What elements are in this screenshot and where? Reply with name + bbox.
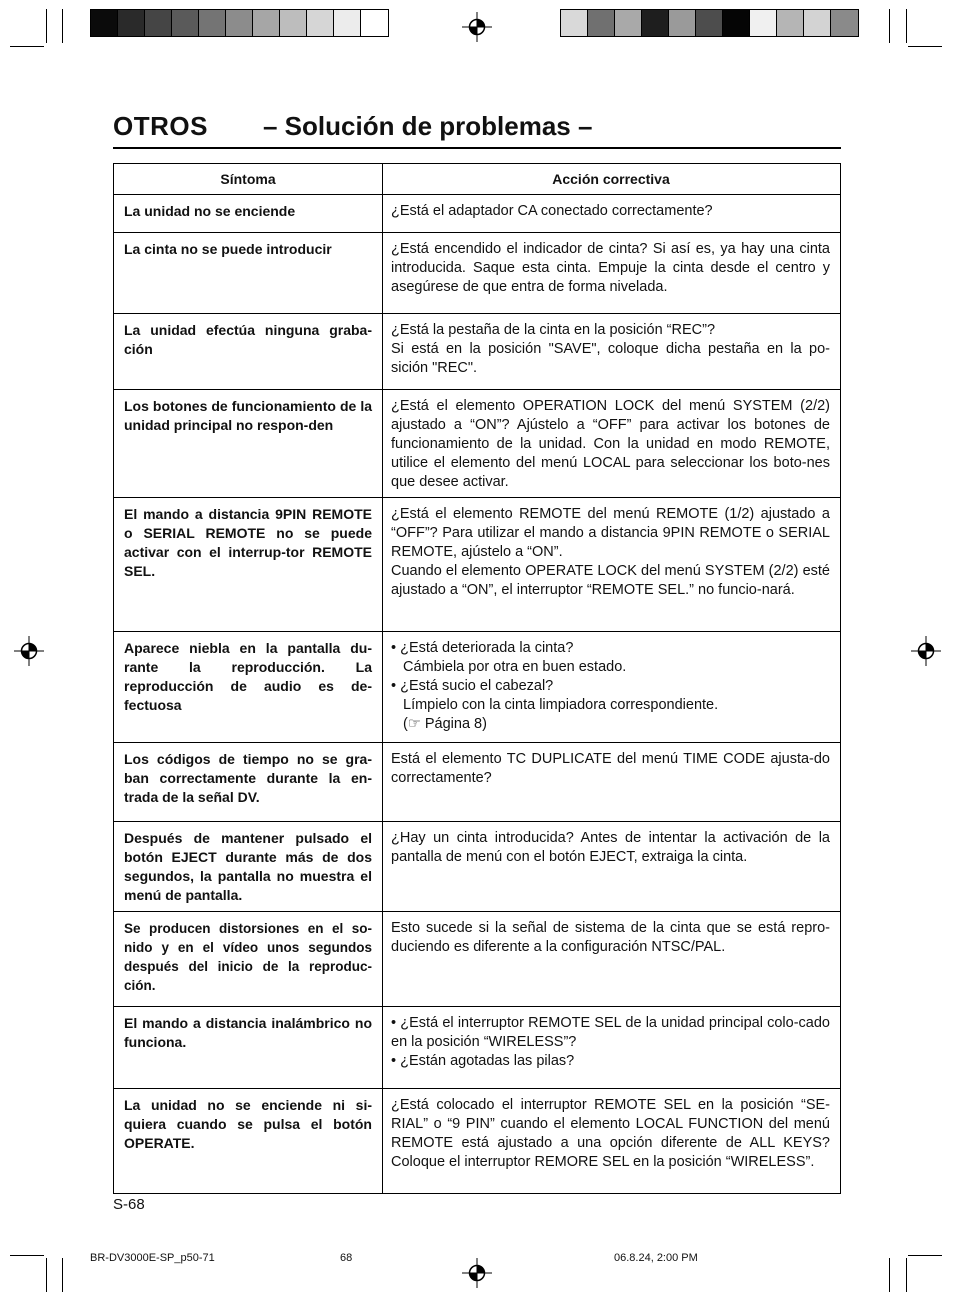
color-swatch — [253, 10, 280, 36]
color-swatch — [334, 10, 361, 36]
action-line: Cámbiela por otra en buen estado. — [403, 659, 627, 675]
action-cell — [383, 1089, 839, 1193]
crop-mark — [62, 1258, 63, 1292]
table-row — [114, 632, 840, 743]
page-number: S-68 — [113, 1196, 145, 1213]
table-row — [114, 498, 840, 632]
crop-mark — [889, 1258, 890, 1292]
registration-mark-icon — [911, 636, 941, 666]
action-line: Cuando el elemento OPERATE LOCK del menú SYSTEM (2/2) esté ajustado a “ON”, el interruptor “REMOTE SEL.” no funcio-nará. — [391, 563, 830, 598]
color-swatch — [307, 10, 334, 36]
color-swatch — [669, 10, 696, 36]
table-body — [114, 195, 840, 1193]
action-line: Límpielo con la cinta limpiadora correspondiente. — [403, 697, 719, 713]
color-swatch — [642, 10, 669, 36]
crop-mark — [906, 1258, 907, 1292]
color-swatch — [696, 10, 723, 36]
action-cell — [383, 314, 839, 389]
action-cell — [383, 743, 839, 821]
action-cell — [383, 632, 839, 742]
symptom-cell: La unidad efectúa ninguna graba-ción — [114, 314, 383, 389]
action-line: • ¿Está deteriorada la cinta? — [391, 640, 574, 656]
page-title: – Solución de problemas – — [263, 111, 593, 141]
table-header — [114, 164, 840, 195]
color-swatch — [615, 10, 642, 36]
action-line: Esto sucede si la señal de sistema de la cinta que se está repro-duciendo es diferente a la configuración NTSC/PAL. — [391, 920, 830, 955]
color-swatch — [118, 10, 145, 36]
color-bar-left — [90, 9, 389, 37]
table-row — [114, 390, 840, 498]
registration-mark-icon — [462, 12, 492, 42]
registration-mark-icon — [14, 636, 44, 666]
symptom-cell: Después de mantener pulsado el botón EJECT durante más de dos segundos, la pantalla no muestra el menú de pantalla. — [114, 822, 383, 911]
table-row — [114, 1007, 840, 1089]
action-line: ¿Está la pestaña de la cinta en la posición “REC”? — [391, 322, 716, 338]
action-line: Está el elemento TC DUPLICATE del menú TIME CODE ajusta-do correctamente? — [391, 751, 830, 786]
table-row — [114, 1089, 840, 1193]
color-swatch — [172, 10, 199, 36]
crop-mark — [889, 9, 890, 43]
action-line: • ¿Está sucio el cabezal? — [391, 678, 554, 694]
color-swatch — [561, 10, 588, 36]
action-line: ¿Está el adaptador CA conectado correctamente? — [391, 203, 713, 219]
table-row — [114, 912, 840, 1007]
color-swatch — [588, 10, 615, 36]
action-line: ¿Está el elemento REMOTE del menú REMOTE (1/2) ajustado a “OFF”? Para utilizar el mando a distancia 9PIN REMOTE o SERIAL REMOTE, ajústelo a “ON”. — [391, 506, 830, 560]
crop-mark — [10, 1255, 44, 1256]
table-row — [114, 822, 840, 912]
action-line: ¿Está encendido el indicador de cinta? Si así es, ya hay una cinta introducida. Saque esta cinta. Empuje la cinta desde el centro y asegúrese de que entra de forma nivelada. — [391, 241, 830, 295]
crop-mark — [46, 9, 47, 43]
table-row — [114, 233, 840, 314]
action-cell — [383, 498, 839, 631]
table-row — [114, 314, 840, 390]
table-row — [114, 743, 840, 822]
symptom-cell: La cinta no se puede introducir — [114, 233, 383, 313]
troubleshooting-table — [113, 163, 841, 1194]
column-header-symptom: Síntoma — [114, 164, 383, 194]
symptom-cell: Los botones de funcionamiento de la unidad principal no respon-den — [114, 390, 383, 497]
action-cell — [383, 912, 839, 1006]
symptom-cell: La unidad no se enciende — [114, 195, 383, 232]
color-swatch — [723, 10, 750, 36]
symptom-cell: Se producen distorsiones en el so-nido y en el vídeo unos segundos después del inicio de la reproduc-ción. — [114, 912, 383, 1006]
color-swatch — [280, 10, 307, 36]
action-cell — [383, 390, 839, 497]
crop-mark — [62, 9, 63, 43]
action-line: ¿Está el elemento OPERATION LOCK del menú SYSTEM (2/2) ajustado a “ON”? Ajústelo a “OFF” para activar los botones de funcionamiento de la unidad. Con la unidad en modo REMOTE, utilice el elemento del menú LOCAL para seleccionar los boto-nes que desee activar. — [391, 398, 830, 490]
registration-mark-icon — [462, 1258, 492, 1288]
action-line: • ¿Están agotadas las pilas? — [391, 1053, 575, 1069]
color-swatch — [777, 10, 804, 36]
section-title: OTROS — [113, 111, 208, 141]
color-swatch — [226, 10, 253, 36]
symptom-cell: Aparece niebla en la pantalla du-rante la reproducción. La reproducción de audio es de-fectuosa — [114, 632, 383, 742]
action-cell — [383, 822, 839, 911]
action-cell — [383, 195, 839, 232]
action-line: ¿Está colocado el interruptor REMOTE SEL en la posición “SE-RIAL” o “9 PIN” cuando el elemento LOCAL FUNCTION del menú REMOTE está ajustado a una opción diferente de ALL KEYS? Coloque el interruptor REMORE SEL en la posición “WIRELESS”. — [391, 1097, 830, 1170]
crop-mark — [908, 46, 942, 47]
color-swatch — [804, 10, 831, 36]
action-line: • ¿Está el interruptor REMOTE SEL de la unidad principal colo-cado en la posición “WIRELESS”? — [391, 1015, 830, 1050]
color-swatch — [831, 10, 858, 36]
color-swatch — [361, 10, 388, 36]
color-swatch — [750, 10, 777, 36]
color-swatch — [91, 10, 118, 36]
color-swatch — [199, 10, 226, 36]
crop-mark — [906, 9, 907, 43]
footer-date: 06.8.24, 2:00 PM — [614, 1252, 698, 1264]
table-row — [114, 195, 840, 233]
action-line: Si está en la posición "SAVE", coloque dicha pestaña en la po-sición "REC". — [391, 341, 830, 376]
color-swatch — [145, 10, 172, 36]
footer-file: BR-DV3000E-SP_p50-71 — [90, 1252, 215, 1264]
action-cell — [383, 1007, 839, 1088]
action-line: ¿Hay un cinta introducida? Antes de intentar la activación de la pantalla de menú con el botón EJECT, extraiga la cinta. — [391, 830, 830, 865]
page-heading — [113, 111, 841, 149]
color-bar-right — [560, 9, 859, 37]
action-cell — [383, 233, 839, 313]
symptom-cell: El mando a distancia 9PIN REMOTE o SERIAL REMOTE no se puede activar con el interrup-tor REMOTE SEL. — [114, 498, 383, 631]
crop-mark — [908, 1255, 942, 1256]
crop-mark — [46, 1258, 47, 1292]
action-line: (☞ Página 8) — [403, 716, 487, 732]
crop-mark — [10, 46, 44, 47]
symptom-cell: Los códigos de tiempo no se gra-ban correctamente durante la en-trada de la señal DV. — [114, 743, 383, 821]
symptom-cell: La unidad no se enciende ni si-quiera cuando se pulsa el botón OPERATE. — [114, 1089, 383, 1193]
footer-page: 68 — [340, 1252, 353, 1264]
column-header-action: Acción correctiva — [552, 171, 670, 187]
symptom-cell: El mando a distancia inalámbrico no funciona. — [114, 1007, 383, 1088]
